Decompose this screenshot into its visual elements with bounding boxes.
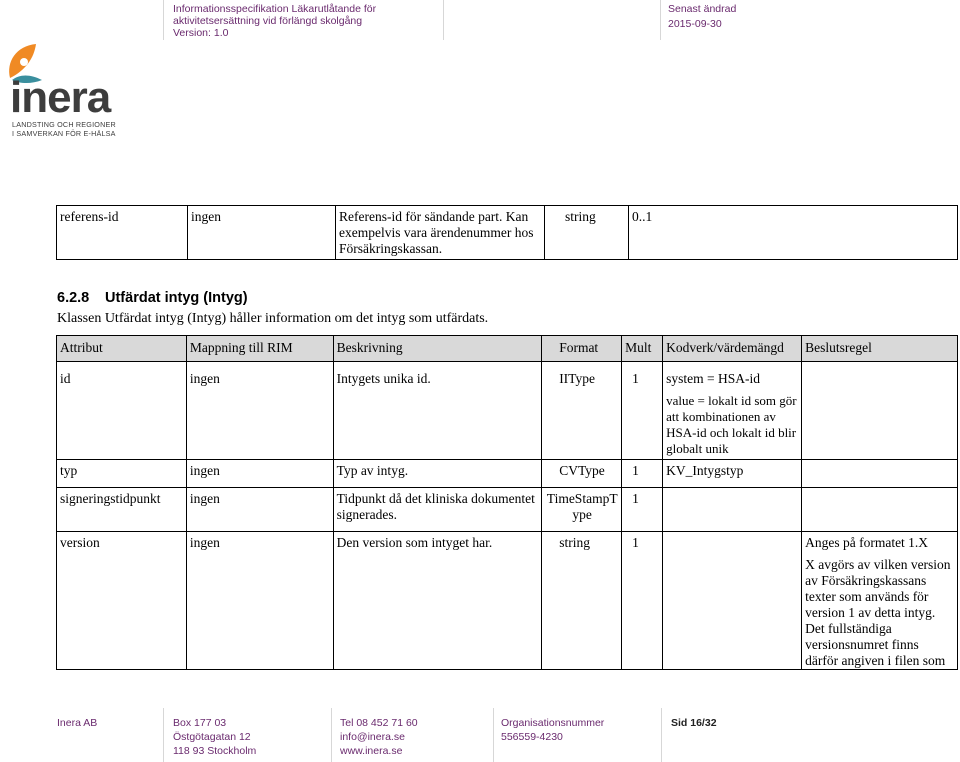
cell-format: [542, 488, 622, 532]
cell-mappning: ingen: [186, 362, 333, 460]
footer-orgnr: [501, 716, 604, 744]
contact-email[interactable]: info@inera.se: [340, 731, 405, 743]
document-title: [173, 3, 376, 39]
table-row: [57, 206, 958, 260]
cell-kodverk: [663, 488, 802, 532]
header-divider: [443, 0, 444, 40]
previous-class-table: [56, 205, 958, 260]
contact-website[interactable]: www.inera.se: [340, 745, 403, 757]
section-number: 6.2.8: [57, 290, 90, 306]
cell-beskrivning: Referens-id för sändande part. Kan exempelvis vara ärendenummer hos Försäkringskassan.: [336, 206, 545, 260]
table-header-row: [57, 336, 958, 362]
header-divider: [163, 0, 164, 40]
logo-tagline-line-2: I SAMVERKAN FÖR E-HÄLSA: [12, 129, 116, 138]
cell-format: string: [542, 532, 622, 670]
kodverk-system: system = HSA-id: [666, 371, 761, 386]
footer-divider: [331, 708, 332, 762]
contact-phone: Tel 08 452 71 60: [340, 717, 418, 729]
address-line-1: Box 177 03: [173, 717, 227, 729]
column-header-mult: Mult: [622, 336, 663, 362]
cell-beslutsregel: [802, 532, 958, 670]
cell-beskrivning: Tidpunkt då det kliniska dokumentet signerades.: [333, 488, 542, 532]
cell-mappning: ingen: [186, 532, 333, 670]
address-line-3: 118 93 Stockholm: [173, 745, 257, 757]
section-title: Utfärdat intyg (Intyg): [105, 290, 248, 306]
last-changed-label: Senast ändrad: [668, 3, 737, 15]
doc-version: Version: 1.0: [173, 27, 229, 39]
format-line-1: TimeStampT: [546, 491, 618, 506]
cell-beslutsregel: [802, 460, 958, 488]
logo-tagline-line-1: LANDSTING OCH REGIONER: [12, 120, 116, 129]
cell-attribut: id: [57, 362, 187, 460]
cell-attribut: signeringstidpunkt: [57, 488, 187, 532]
section-intro: Klassen Utfärdat intyg (Intyg) håller information om det intyg som utfärdats.: [57, 311, 489, 326]
cell-format: string: [545, 206, 629, 260]
orgnr-value: 556559-4230: [501, 731, 563, 743]
inera-logo: [0, 38, 140, 143]
cell-mult: 1: [622, 460, 663, 488]
table-row: [57, 460, 958, 488]
kodverk-value: value = lokalt id som gör att kombinationen av HSA-id och lokalt id blir globalt unik: [666, 393, 797, 456]
cell-beskrivning: Intygets unika id.: [333, 362, 542, 460]
table-row: [57, 532, 958, 670]
column-header-mappning: Mappning till RIM: [186, 336, 333, 362]
cell-mult: 1: [622, 488, 663, 532]
cell-mappning: ingen: [186, 488, 333, 532]
address-line-2: Östgötagatan 12: [173, 731, 251, 743]
column-header-beslutsregel: Beslutsregel: [802, 336, 958, 362]
column-header-beskrivning: Beskrivning: [333, 336, 542, 362]
cell-attribut: version: [57, 532, 187, 670]
cell-kodverk: [663, 362, 802, 460]
column-header-kodverk: Kodverk/värdemängd: [663, 336, 802, 362]
footer-org: Inera AB: [57, 717, 98, 729]
cell-format: CVType: [542, 460, 622, 488]
footer-contact: [340, 716, 418, 758]
cell-mult: 0..1: [629, 206, 958, 260]
orgnr-label: Organisationsnummer: [501, 717, 605, 729]
doc-title-line-1: Informationsspecifikation Läkarutlåtande för: [173, 3, 377, 15]
footer-divider: [661, 708, 662, 762]
footer-divider: [163, 708, 164, 762]
cell-attribut: typ: [57, 460, 187, 488]
column-header-attribut: Attribut: [57, 336, 187, 362]
last-changed-date: 2015-09-30: [668, 18, 722, 30]
cell-kodverk: KV_Intygstyp: [663, 460, 802, 488]
cell-beslutsregel: [802, 488, 958, 532]
page-header: [0, 0, 960, 40]
cell-mult: 1: [622, 532, 663, 670]
cell-beskrivning: Typ av intyg.: [333, 460, 542, 488]
cell-beskrivning: Den version som intyget har.: [333, 532, 542, 670]
footer-address: [173, 716, 256, 758]
footer-divider: [493, 708, 494, 762]
column-header-format: Format: [542, 336, 622, 362]
logo-wordmark: inera: [10, 73, 111, 122]
header-divider: [660, 0, 661, 40]
cell-mappning: ingen: [186, 460, 333, 488]
beslutsregel-line-2: X avgörs av vilken version av Försäkringskassans texter som används för version 1 av detta intyg. Det fullständiga versionsnumret finns därför angiven i filen som: [805, 557, 951, 668]
table-row: [57, 362, 958, 460]
cell-mult: 1: [622, 362, 663, 460]
cell-kodverk: [663, 532, 802, 670]
cell-mappning: ingen: [188, 206, 336, 260]
cell-attribut: referens-id: [57, 206, 188, 260]
section-heading: [57, 290, 248, 306]
table-row: [57, 488, 958, 532]
intyg-attribute-table: [56, 335, 958, 670]
format-line-2: ype: [572, 507, 592, 522]
last-changed: [668, 3, 736, 30]
cell-beslutsregel: [802, 362, 958, 460]
page-number: Sid 16/32: [671, 717, 717, 729]
beslutsregel-line-1: Anges på formatet 1.X: [805, 535, 929, 550]
doc-title-line-2: aktivitetsersättning vid förlängd skolgång: [173, 15, 363, 27]
page-footer: [0, 708, 960, 762]
cell-format: IIType: [542, 362, 622, 460]
